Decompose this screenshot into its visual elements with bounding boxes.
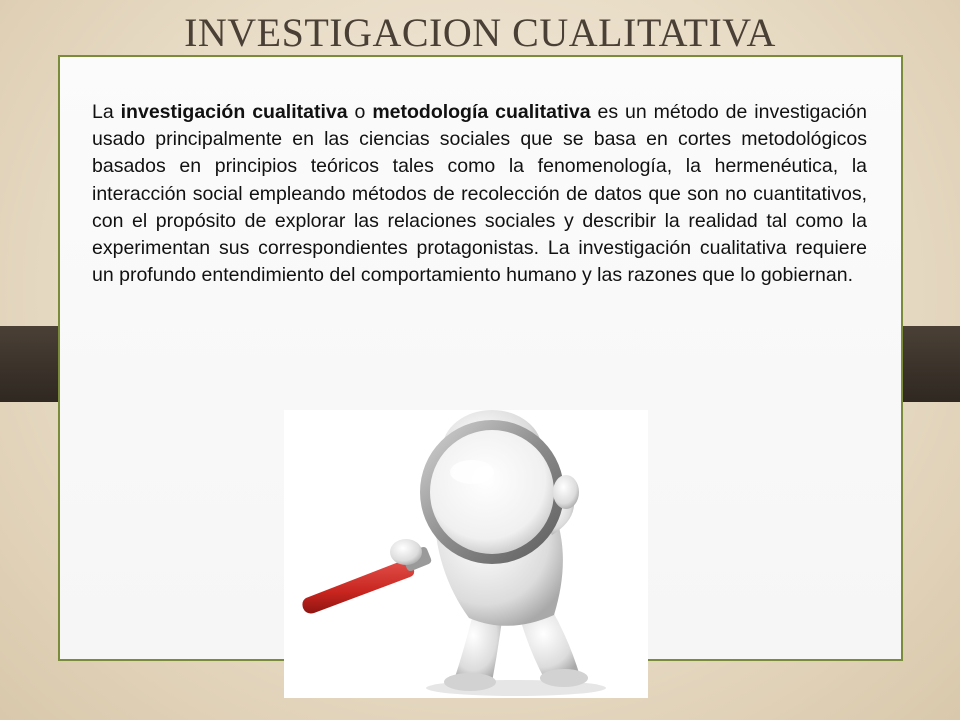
paragraph-text: o bbox=[347, 101, 373, 123]
paragraph-text: es un método de investigación usado principalmente en las ciencias sociales que se basa en cortes metodológicos basados en principios teóricos tales como la fenomenología, la hermenéutica, la interacción social empleando métodos de recolección de datos que son no cuantitativos, con el propósito de explorar las relaciones sociales y describir la realidad tal como la experimentan sus correspondientes protagonistas. La investigación cualitativa requiere un profundo entendimiento del comportamiento humano y las razones que lo gobiernan. bbox=[92, 101, 867, 287]
body-paragraph bbox=[92, 99, 867, 289]
slide-title: INVESTIGACION CUALITATIVA bbox=[184, 10, 776, 55]
figure-image bbox=[284, 410, 648, 698]
magnifying-glass-figure-icon bbox=[284, 410, 648, 698]
term-qualitative-research: investigación cualitativa bbox=[120, 101, 348, 123]
paragraph-text: La bbox=[92, 101, 121, 123]
term-qualitative-methodology: metodología cualitativa bbox=[372, 101, 591, 123]
